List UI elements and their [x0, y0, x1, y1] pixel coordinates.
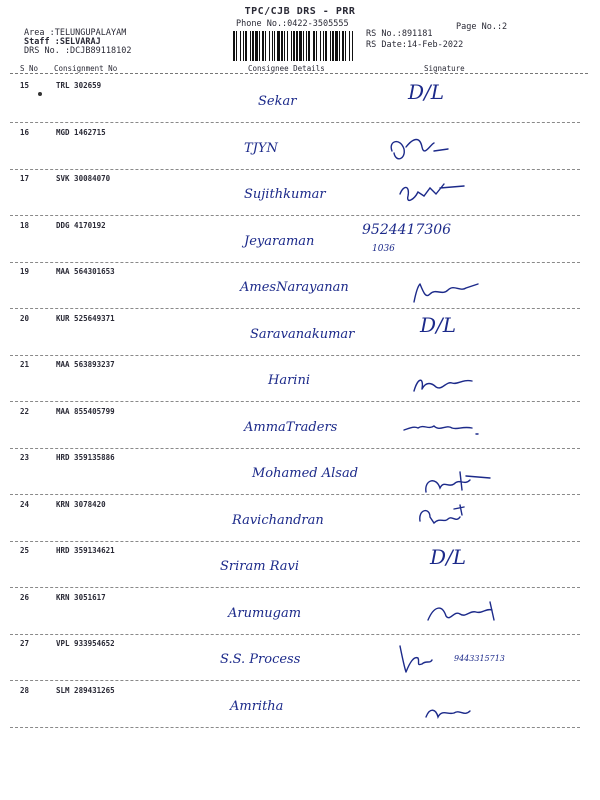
consignment-number: SLM 289431265: [56, 685, 115, 695]
consignee-name: Sujithkumar: [244, 187, 326, 202]
barcode-bar: [342, 31, 344, 61]
consignment-number: MAA 564301653: [56, 267, 115, 276]
barcode-bar: [306, 31, 307, 61]
barcode-bar: [323, 31, 324, 61]
consignment-number: SVK 30084070: [56, 174, 111, 183]
consignment-number: KRN 3051617: [56, 592, 106, 602]
header-divider: [10, 73, 588, 74]
consignment-number: VPL 933954652: [56, 639, 115, 648]
barcode-bar: [262, 31, 264, 61]
rs-number: RS No.:891181: [366, 29, 433, 39]
consignee-name: AmesNarayanan: [240, 280, 349, 295]
barcode-bar: [313, 31, 315, 61]
handwritten-phone-note: 9524417306: [362, 221, 452, 238]
barcode-bar: [325, 31, 327, 61]
consignment-number: HRD 359134621: [56, 546, 115, 555]
barcode-bar: [349, 31, 350, 61]
table-row: [0, 169, 600, 216]
rs-date: RS Date:14-Feb-2022: [366, 40, 464, 50]
barcode-bar: [243, 31, 244, 61]
table-row: [0, 402, 600, 449]
serial-number: 26: [20, 592, 30, 602]
consignment-number: HRD 359135886: [56, 453, 115, 462]
document-title: TPC/CJB DRS - PRR: [244, 6, 356, 17]
barcode-bar: [252, 31, 254, 61]
consignment-number: DDG 4170192: [56, 220, 106, 230]
serial-number: 25: [20, 546, 30, 555]
column-header-consignee: Consignee Details: [248, 64, 325, 73]
barcode-bar: [291, 31, 292, 61]
serial-number: 20: [20, 313, 30, 323]
consignee-name: Saravanakumar: [250, 326, 355, 342]
barcode-bar: [339, 31, 340, 61]
serial-number: 18: [20, 220, 30, 230]
barcode-bar: [308, 31, 310, 61]
consignee-name: Sekar: [258, 94, 297, 109]
barcode-bar: [255, 31, 258, 61]
signature-scribble: [420, 695, 500, 729]
barcode-bar: [272, 31, 273, 61]
barcode-bar: [352, 31, 353, 61]
serial-number: 23: [20, 453, 30, 462]
consignee-name: AmmaTraders: [244, 419, 338, 435]
barcode-bar: [236, 31, 237, 61]
signature-stroke: [400, 646, 432, 672]
signature-dl: D/L: [408, 80, 445, 104]
table-row: [0, 355, 600, 402]
table-row: [0, 588, 600, 635]
consignee-name: Ravichandran: [232, 512, 324, 528]
serial-number: 22: [20, 406, 30, 416]
consignment-number: MAA 855405799: [56, 406, 115, 416]
serial-number: 24: [20, 499, 30, 509]
serial-number: 19: [20, 267, 30, 276]
consignee-name: S.S. Process: [220, 652, 301, 667]
consignee-name: Harini: [268, 373, 310, 388]
barcode-bar: [332, 31, 334, 61]
consignee-name: Jeyaraman: [244, 233, 315, 249]
barcode: [232, 31, 356, 61]
table-row: [0, 123, 600, 170]
consignee-name: TJYN: [244, 140, 278, 156]
barcode-bar: [330, 31, 331, 61]
table-row: [0, 634, 600, 681]
signature-stroke: [400, 184, 464, 200]
consignee-name: Mohamed Alsad: [252, 466, 359, 481]
barcode-bar: [320, 31, 321, 61]
serial-number: 27: [20, 639, 30, 648]
staff-label: Staff :SELVARAJ: [24, 37, 101, 47]
signature-scribble: [384, 133, 464, 167]
barcode-bar: [345, 31, 346, 61]
barcode-bar: [240, 31, 241, 61]
serial-number: 28: [20, 685, 30, 695]
consignee-name: Arumugam: [228, 605, 302, 621]
signature-stroke: [414, 284, 478, 302]
barcode-bar: [277, 31, 280, 61]
barcode-bar: [269, 31, 270, 61]
consignment-number: KRN 3078420: [56, 499, 106, 509]
column-header-consignment: Consignment No: [54, 64, 118, 73]
signature-scribble: [408, 274, 488, 308]
table-row: [0, 681, 600, 728]
barcode-bar: [250, 31, 251, 61]
signature-scribble: [394, 174, 474, 208]
consignment-number: MGD 1462715: [56, 127, 106, 137]
barcode-bar: [259, 31, 260, 61]
row-divider: [10, 727, 580, 728]
barcode-bar: [293, 31, 295, 61]
signature-dl: D/L: [420, 312, 457, 337]
signature-scribble: [424, 596, 504, 630]
barcode-bar: [233, 31, 235, 61]
barcode-bar: [296, 31, 298, 61]
consignee-name: Amritha: [230, 698, 284, 714]
consignment-number: MAA 563893237: [56, 360, 115, 369]
signature-scribble: [400, 410, 480, 444]
barcode-bar: [284, 31, 285, 61]
signature-scribble: [412, 501, 492, 535]
barcode-bar: [281, 31, 283, 61]
signature-stroke: [404, 426, 478, 434]
signature-dl: D/L: [430, 545, 467, 569]
table-row: [0, 495, 600, 542]
barcode-bar: [303, 31, 304, 61]
signature-stroke: [426, 472, 490, 492]
signature-stroke: [391, 139, 448, 158]
barcode-bar: [274, 31, 275, 61]
serial-number: 21: [20, 360, 30, 369]
barcode-bar: [299, 31, 302, 61]
serial-number: 15: [20, 81, 30, 90]
consignment-number: KUR 525649371: [56, 313, 115, 323]
signature-stroke: [414, 380, 472, 391]
column-header-sno: S No: [20, 64, 39, 73]
table-row: [0, 448, 600, 495]
signature-scribble: [410, 369, 490, 403]
consignment-number: TRL 302659: [56, 81, 102, 90]
table-row: [0, 262, 600, 309]
table-row: [0, 76, 600, 123]
signature-stroke: [426, 710, 470, 717]
column-header-signature: Signature: [424, 64, 465, 73]
phone-number: Phone No.:0422-3505555: [236, 19, 349, 29]
handwritten-time-note: 1036: [372, 243, 395, 254]
area-label: Area :TELUNGUPALAYAM: [24, 28, 127, 38]
drs-number: DRS No. :DCJB89118102: [24, 46, 132, 56]
barcode-bar: [335, 31, 338, 61]
barcode-bar: [287, 31, 288, 61]
table-row: [0, 541, 600, 588]
serial-number: 16: [20, 127, 30, 137]
barcode-bar: [316, 31, 317, 61]
consignee-name: Sriram Ravi: [220, 559, 300, 574]
table-row: [0, 309, 600, 356]
page-number: Page No.:2: [456, 22, 508, 32]
serial-number: 17: [20, 174, 30, 183]
table-row: [0, 216, 600, 263]
signature-stroke: [420, 505, 464, 523]
barcode-bar: [265, 31, 266, 61]
handwritten-phone-note: 9443315713: [454, 654, 505, 663]
barcode-bar: [245, 31, 247, 61]
signature-stroke: [428, 602, 494, 620]
